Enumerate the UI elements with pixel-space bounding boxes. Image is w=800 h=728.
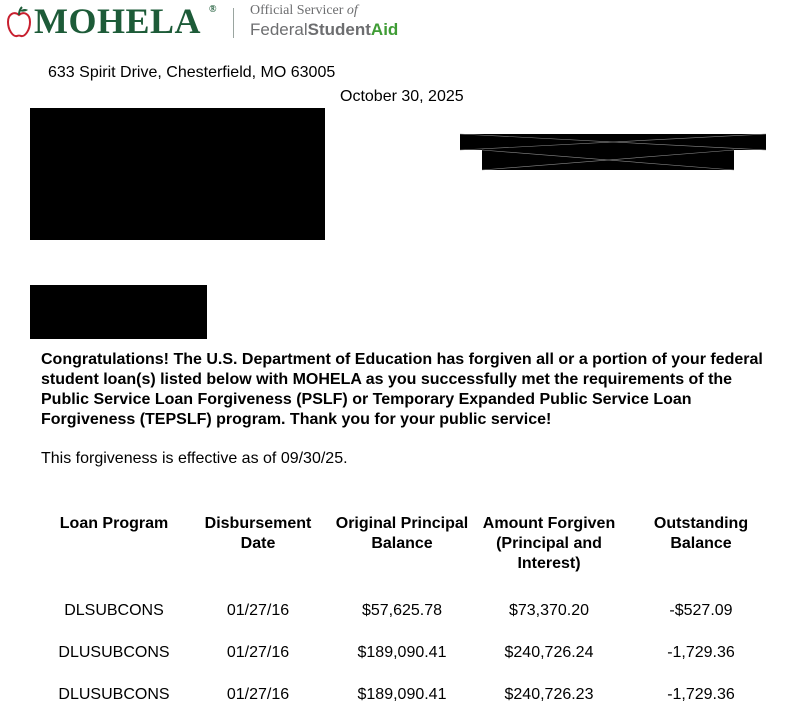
- congratulations-paragraph: Congratulations! The U.S. Department of Education has forgiven all or a portion of your federal student loan(s) listed below with MOHELA as you successfully met the requirements of the Public Service Loan Forgiveness (PSLF) or Temporary Expanded Public Service Loan Forgiveness (TEPSLF) program. Thank you for your public service!: [41, 351, 763, 428]
- official-servicer-label: [250, 2, 358, 20]
- table-row: [40, 674, 780, 716]
- federal-student-aid-logo: [250, 19, 398, 41]
- table-row: [40, 632, 780, 674]
- redaction-block-reference: [458, 132, 768, 172]
- effective-date-text: This forgiveness is effective as of 09/30/25.: [41, 450, 348, 467]
- fsa-federal: Federal: [250, 20, 308, 39]
- header-amount-forgiven: Amount Forgiven (Principal and Interest): [482, 515, 616, 572]
- cell-disbursement-date: 01/27/16: [226, 686, 290, 703]
- letter-date: October 30, 2025: [340, 88, 464, 105]
- header-disbursement-date: Disbursement Date: [204, 515, 312, 552]
- cell-disbursement-date: 01/27/16: [226, 602, 290, 619]
- cell-original-principal: $57,625.78: [361, 602, 443, 619]
- header-loan-program: Loan Program: [59, 515, 169, 532]
- cell-original-principal: $189,090.41: [357, 644, 447, 661]
- table-row: [40, 590, 780, 632]
- official-servicer-prefix: Official Servicer: [250, 3, 344, 18]
- brand-logo-text: MOHELA: [34, 1, 202, 41]
- cell-outstanding-balance: -1,729.36: [667, 686, 735, 703]
- sender-address: 633 Spirit Drive, Chesterfield, MO 63005: [48, 64, 336, 81]
- registered-mark: ®: [209, 4, 217, 15]
- cell-loan-program: DLUSUBCONS: [58, 686, 170, 703]
- cell-outstanding-balance: -$527.09: [669, 602, 733, 619]
- cell-amount-forgiven: $240,726.23: [504, 686, 594, 703]
- apple-icon: [6, 6, 32, 38]
- fsa-aid: Aid: [370, 20, 399, 39]
- header-original-principal-balance: Original Principal Balance: [335, 515, 469, 552]
- official-servicer-of: of: [346, 3, 358, 18]
- cell-original-principal: $189,090.41: [357, 686, 447, 703]
- cell-disbursement-date: 01/27/16: [226, 644, 290, 661]
- loan-forgiveness-table: [40, 514, 780, 716]
- redaction-block-recipient: [30, 108, 325, 240]
- redaction-block-salutation: [30, 285, 207, 339]
- header-outstanding-balance: Outstanding Balance: [653, 515, 749, 552]
- fsa-student: Student: [307, 20, 371, 39]
- cell-loan-program: DLSUBCONS: [64, 602, 164, 619]
- logo-divider: [233, 8, 234, 38]
- cell-amount-forgiven: $240,726.24: [504, 644, 594, 661]
- cell-outstanding-balance: -1,729.36: [667, 644, 735, 661]
- table-header-row: [40, 514, 780, 590]
- cell-amount-forgiven: $73,370.20: [508, 602, 590, 619]
- cell-loan-program: DLUSUBCONS: [58, 644, 170, 661]
